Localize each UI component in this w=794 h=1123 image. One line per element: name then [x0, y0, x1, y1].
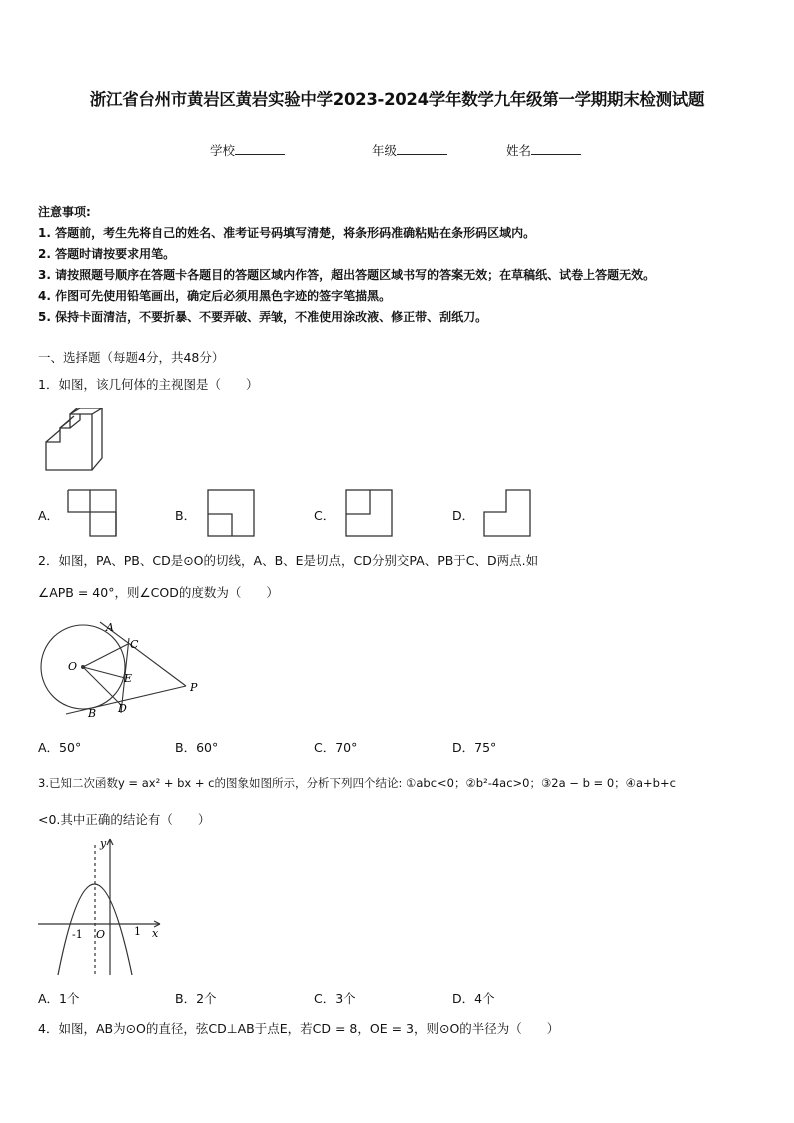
q2-line2: ∠APB = 40°，则∠COD的度数为（ ）: [38, 585, 279, 600]
q2-option-c[interactable]: C．70°: [314, 740, 358, 755]
q3-option-b[interactable]: B．2个: [175, 991, 217, 1006]
school-field: [210, 141, 285, 159]
notes-heading: 注意事项:: [38, 205, 91, 219]
q3-line1: 3.已知二次函数y = ax² + bx + c的图象如图所示，分析下列四个结论: ①abc<0；②b²-4ac>0；③2a − b = 0；④a+b+c: [38, 776, 676, 790]
note-item: 5. 保持卡面清洁，不要折暴、不要弄破、弄皱，不准使用涂改液、修正带、刮纸刀。: [38, 310, 488, 324]
q2-label-b: B: [88, 707, 97, 720]
q3-label-1: 1: [134, 925, 141, 938]
q1-option-d[interactable]: D．: [452, 508, 475, 523]
note-item: 2. 答题时请按要求用笔。: [38, 247, 176, 261]
name-field: [506, 141, 581, 159]
q2-label-p: P: [190, 681, 198, 694]
q3-label-y: y: [100, 837, 107, 850]
q2-circle-figure: [38, 616, 218, 726]
q1-solid-figure: [40, 408, 110, 474]
q4-line1: 4．如图，AB为⊙O的直径，弦CD⊥AB于点E，若CD = 8，OE = 3，则⊙O的半径为（ ）: [38, 1021, 560, 1036]
q3-option-c[interactable]: C．3个: [314, 991, 356, 1006]
q2-option-b[interactable]: B．60°: [175, 740, 219, 755]
section-heading: 一、选择题（每题4分，共48分）: [38, 350, 225, 365]
q1-option-b-figure: [206, 488, 258, 538]
q1-option-d-figure: [482, 488, 534, 538]
q3-option-a[interactable]: A．1个: [38, 991, 80, 1006]
note-item: 4. 作图可先使用铅笔画出，确定后必须用黑色字迹的签字笔描黑。: [38, 289, 392, 303]
q1-option-c[interactable]: C．: [314, 508, 336, 523]
school-blank[interactable]: [235, 142, 285, 155]
q2-line1: 2．如图，PA、PB、CD是⊙O的切线，A、B、E是切点，CD分别交PA、PB于C、D两点.如: [38, 553, 539, 568]
q3-option-d[interactable]: D．4个: [452, 991, 495, 1006]
grade-field: [372, 141, 447, 159]
q3-label-x: x: [152, 927, 159, 940]
grade-label: 年级: [372, 143, 398, 158]
q1-stem: 1．如图，该几何体的主视图是（ ）: [38, 377, 259, 392]
q2-label-d: D: [118, 702, 127, 715]
q2-option-a[interactable]: A．50°: [38, 740, 82, 755]
school-label: 学校: [210, 143, 236, 158]
q2-label-e: E: [124, 672, 133, 685]
q1-option-a-figure: [66, 488, 118, 538]
q1-option-c-figure: [344, 488, 396, 538]
q2-label-o: O: [68, 660, 78, 673]
q2-option-d[interactable]: D．75°: [452, 740, 497, 755]
q1-option-a[interactable]: A．: [38, 508, 60, 523]
grade-blank[interactable]: [397, 142, 447, 155]
note-item: 1. 答题前，考生先将自己的姓名、准考证号码填写清楚，将条形码准确粘贴在条形码区域内。: [38, 226, 536, 240]
notes-block: [38, 202, 655, 328]
q1-option-b[interactable]: B．: [175, 508, 197, 523]
name-label: 姓名: [506, 143, 532, 158]
q2-label-c: C: [130, 638, 139, 651]
q3-label-neg1: -1: [72, 928, 83, 941]
q2-label-a: A: [106, 621, 114, 634]
q3-line2: <0.其中正确的结论有（ ）: [38, 812, 211, 827]
name-blank[interactable]: [531, 142, 581, 155]
q3-label-o: O: [96, 928, 106, 941]
note-item: 3. 请按照题号顺序在答题卡各题目的答题区域内作答，超出答题区域书写的答案无效；在草稿纸、试卷上答题无效。: [38, 268, 656, 282]
page-title: 浙江省台州市黄岩区黄岩实验中学2023-2024学年数学九年级第一学期期末检测试题: [89, 90, 705, 109]
q3-parabola-figure: [36, 835, 166, 980]
